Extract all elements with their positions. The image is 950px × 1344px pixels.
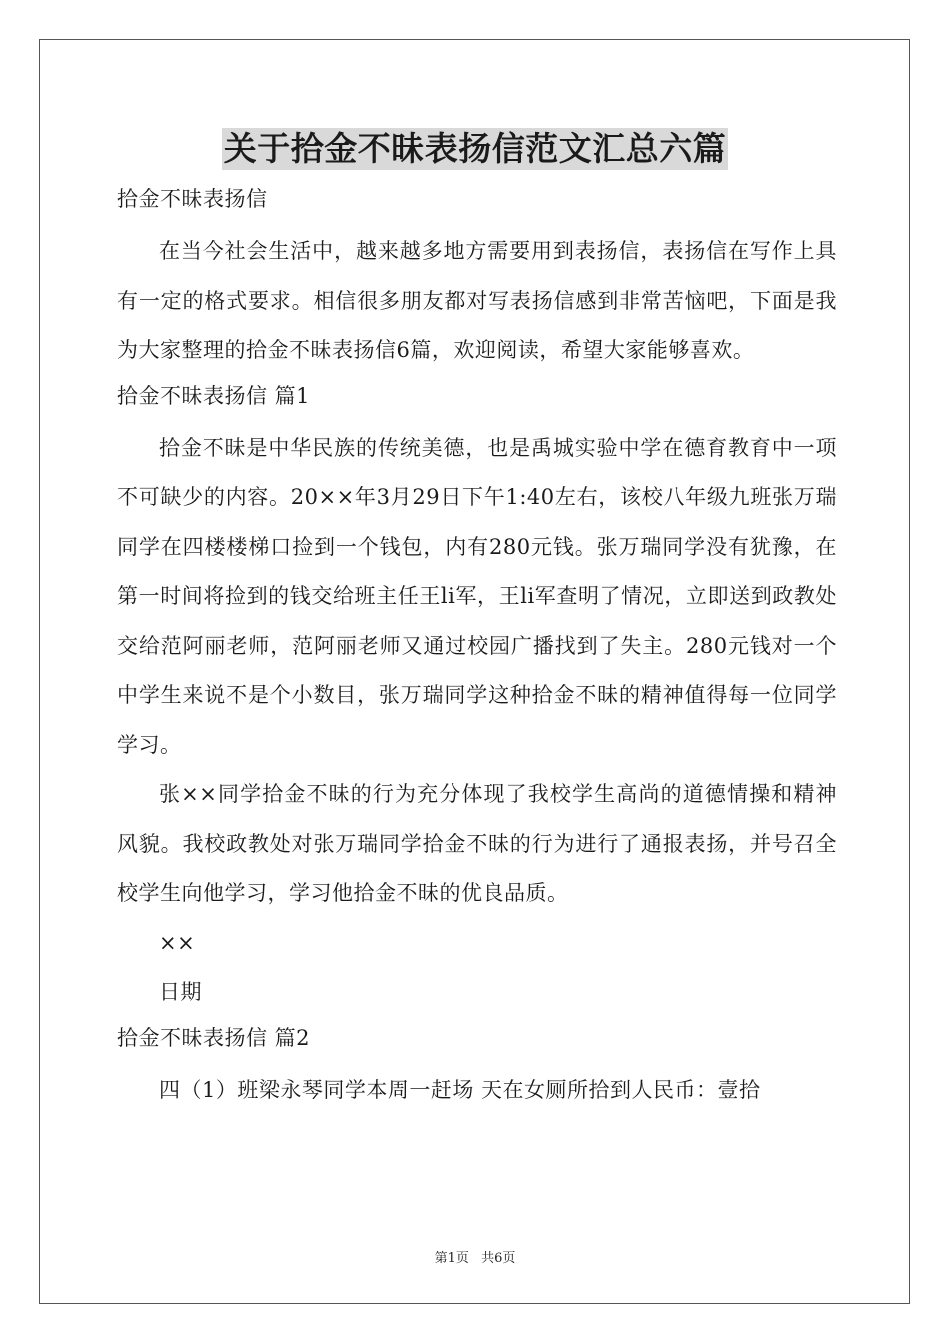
title-container [0, 128, 950, 170]
body-paragraph: 张××同学拾金不昧的行为充分体现了我校学生高尚的道德情操和精神风貌。我校政教处对张万瑞同学拾金不昧的行为进行了通报表扬，并号召全校学生向他学习，学习他拾金不昧的优良品质。 [117, 782, 837, 905]
page-number: 第1页 [434, 1251, 469, 1266]
document-body [117, 179, 837, 1115]
body-paragraph: ×× [159, 930, 196, 955]
document-title: 关于拾金不昧表扬信范文汇总六篇 [223, 129, 727, 168]
section-heading: 拾金不昧表扬信 [117, 187, 268, 211]
body-paragraph: 日期 [159, 980, 202, 1004]
body-paragraph: 在当今社会生活中，越来越多地方需要用到表扬信，表扬信在写作上具有一定的格式要求。相信很多朋友都对写表扬信感到非常苦恼吧，下面是我为大家整理的拾金不昧表扬信6篇，欢迎阅读，希望大家能够喜欢。 [117, 239, 837, 362]
section-heading: 拾金不昧表扬信 篇2 [117, 1025, 311, 1050]
section-heading: 拾金不昧表扬信 篇1 [117, 383, 311, 408]
body-paragraph: 四（1）班梁永琴同学本周一赶场 天在女厕所拾到人民币：壹拾 [159, 1077, 761, 1102]
body-paragraph: 拾金不昧是中华民族的传统美德，也是禹城实验中学在德育教育中一项不可缺少的内容。20××年3月29日下午1:40左右，该校八年级九班张万瑞同学在四楼楼梯口捡到一个钱包，内有280元钱。张万瑞同学没有犹豫，在第一时间将捡到的钱交给班主任王li军，王li军查明了情况，立即送到政教处交给范阿丽老师，范阿丽老师又通过校园广播找到了失主。280元钱对一个中学生来说不是个小数目，张万瑞同学这种拾金不昧的精神值得每一位同学学习。 [117, 435, 837, 757]
page-total: 共6页 [481, 1251, 516, 1266]
page-footer [0, 1247, 950, 1266]
